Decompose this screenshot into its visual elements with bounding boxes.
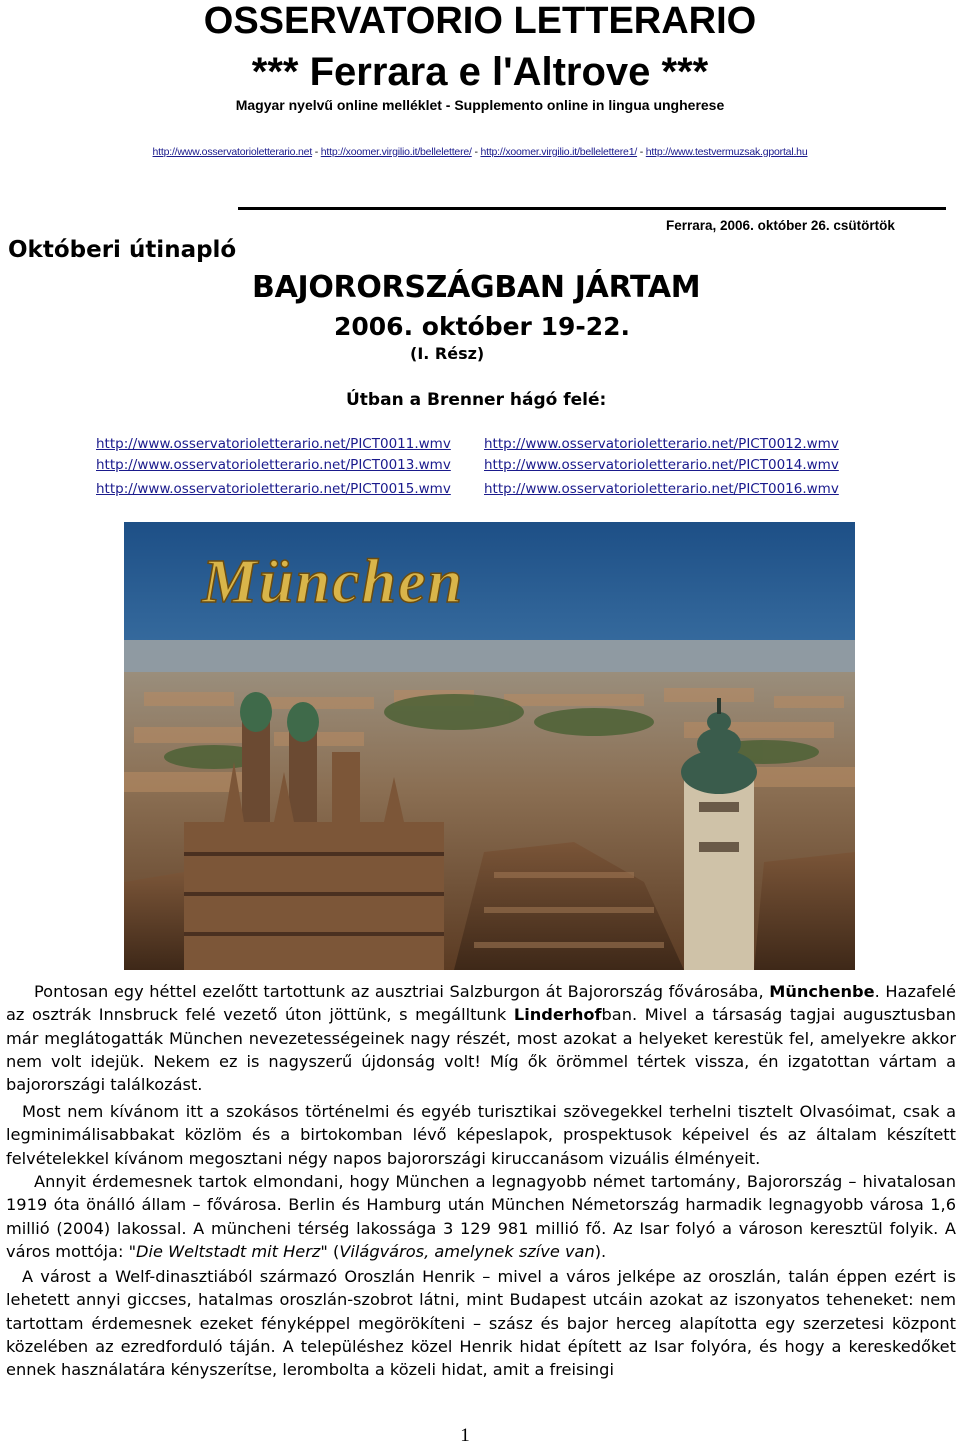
title-line-2: *** Ferrara e l'Altrove *** — [251, 50, 709, 94]
page-number: 1 — [460, 1425, 470, 1446]
paragraph-4: A várost a Welf-dinasztiából származó Oroszlán Henrik – mivel a város jelképe az oroszlán, talán éppen ezért is lehetett annyi giccses, hatalmas oroszlán-szobrot látni, mint Budapest utcáin azokat az iszonyatos teheneket: nem tartottam érdemesnek ezeket fényképpel megörökíteni – szász és bajor herceg alapította egy szerzetesi központ közelében az ezredforduló táján. A településhez közel Henrik hidat épített az Isar folyóra, és hogy a kereskedőket ennek használatára kényszerítse, lerombolta a közeli hidat, amit a freisingi — [6, 1267, 956, 1380]
link-separator: - — [471, 146, 481, 158]
video-link-pict0013[interactable]: http://www.osservatorioletterario.net/PICT0013.wmv — [96, 457, 451, 473]
title-line-1: OSSERVATORIO LETTERARIO — [203, 0, 757, 42]
munich-postcard-photo — [124, 522, 855, 970]
route-heading: Útban a Brenner hágó felé: — [346, 390, 607, 410]
divider-rule — [238, 207, 946, 210]
header-link-4[interactable]: http://www.testvermuzsak.gportal.hu — [645, 146, 808, 158]
link-separator: - — [312, 146, 321, 158]
video-link-pict0011[interactable]: http://www.osservatorioletterario.net/PICT0011.wmv — [96, 436, 451, 452]
dateline: Ferrara, 2006. október 26. csütörtök — [666, 218, 895, 233]
headline: BAJORORSZÁGBAN JÁRTAM — [252, 270, 701, 305]
section-title: Októberi útinapló — [8, 237, 237, 263]
video-link-pict0014[interactable]: http://www.osservatorioletterario.net/PICT0014.wmv — [484, 457, 839, 473]
header-links — [0, 146, 960, 158]
paragraph-1: Pontosan egy héttel ezelőtt tartottunk az ausztriai Salzburgon át Bajorország fővárosába, Münchenbe. Hazafelé az osztrák Innsbruck felé vezető úton jöttünk, s megálltunk Linderhofban. Mivel a társaság tagjai augusztusban már meglátogatták München nevezetességeinek nagy részét, most azokat a helyeket kerestük fel, amelyekre akkor nem volt idejük. Nekem ez is nagyszerű újdonság volt! Míg ők örömmel tértek vissza, én izgatottan vártam a bajorországi találkozást. — [6, 982, 956, 1095]
city-motto: Die Weltstadt mit Herz — [136, 1241, 321, 1261]
header-link-3[interactable]: http://xoomer.virgilio.it/bellelettere1/ — [480, 146, 638, 158]
paragraph-2: Most nem kívánom itt a szokásos történelmi és egyéb turisztikai szövegekkel terhelni tisztelt Olvasóimat, csak a legminimálisabbakat közlöm és a birtokomban lévő képeslapok, prospektusok képeivel és az általam készített felvételekkel kívánom megosztani négy napos bajorországi kiruccanásom vizuális élményeit. — [6, 1102, 956, 1168]
paragraph-3: Annyit érdemesnek tartok elmondani, hogy München a legnagyobb német tartomány, Bajorország – hivatalosan 1919 óta önálló állam – fővárosa. Berlin és Hamburg után München Németország harmadik legnagyobb városa 1,6 millió (2004) lakossal. A müncheni térség lakossága 3 129 981 millió fő. Az Isar folyó a városon keresztül folyik. A város mottója: "Die Weltstadt mit Herz" (Világváros, amelynek szíve van). — [6, 1172, 956, 1261]
part-label: (I. Rész) — [410, 344, 485, 363]
trip-dates: 2006. október 19-22. — [334, 312, 631, 341]
video-link-pict0016[interactable]: http://www.osservatorioletterario.net/PICT0016.wmv — [484, 481, 839, 497]
header-link-1[interactable]: http://www.osservatorioletterario.net — [152, 146, 313, 158]
video-link-pict0015[interactable]: http://www.osservatorioletterario.net/PICT0015.wmv — [96, 481, 451, 497]
photo-caption: München — [202, 548, 465, 616]
header-link-2[interactable]: http://xoomer.virgilio.it/bellelettere/ — [320, 146, 472, 158]
place-name: Linderhof — [513, 1005, 602, 1025]
link-separator: - — [637, 146, 646, 158]
video-link-pict0012[interactable]: http://www.osservatorioletterario.net/PICT0012.wmv — [484, 436, 839, 452]
motto-translation: Világváros, amelynek szíve van — [339, 1241, 595, 1261]
city-name: Münchenbe — [769, 982, 875, 1001]
subtitle: Magyar nyelvű online melléklet - Supplemento online in lingua ungherese — [235, 97, 725, 113]
